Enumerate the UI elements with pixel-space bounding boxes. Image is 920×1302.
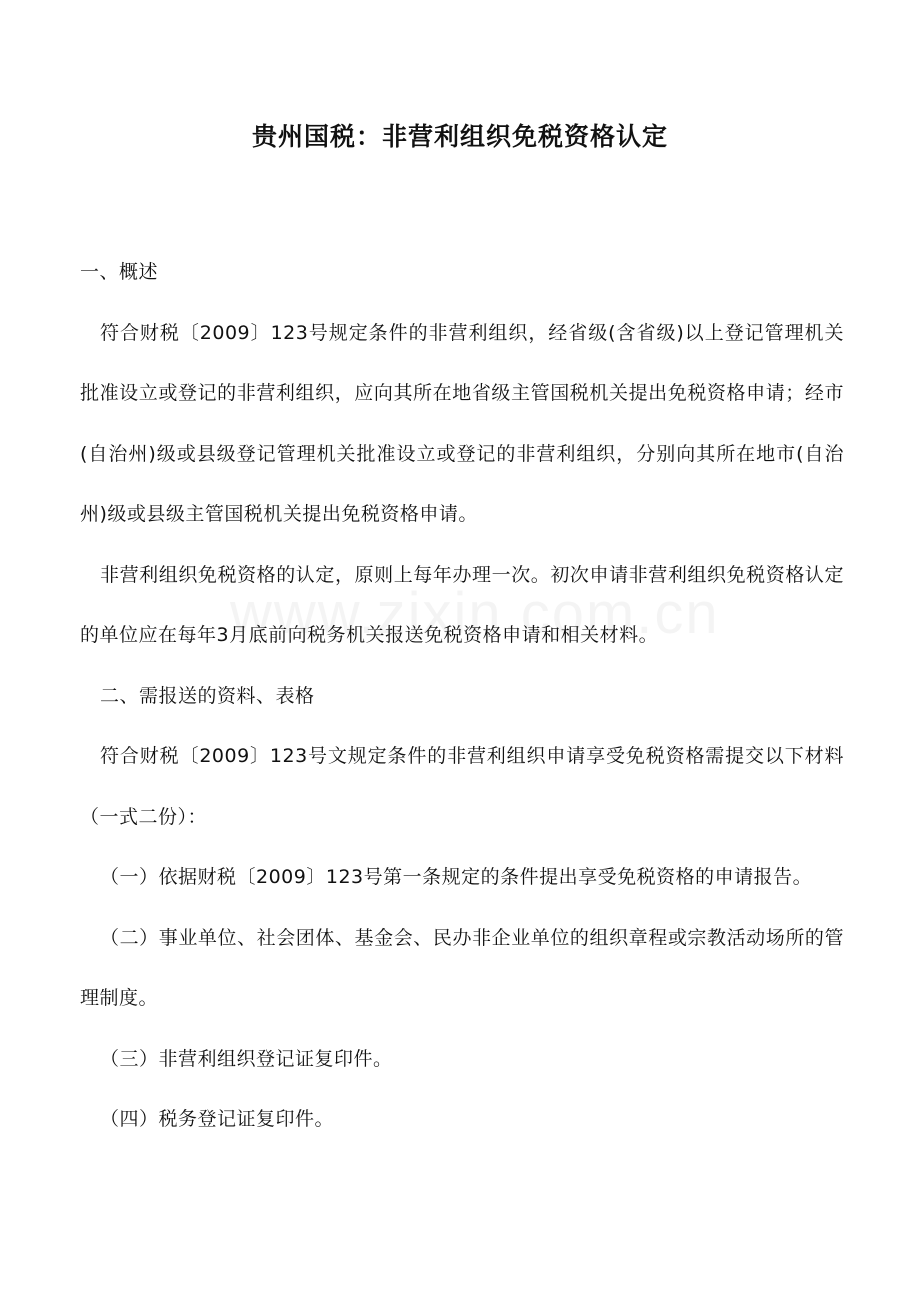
section-heading-overview: 一、概述 <box>80 261 159 283</box>
paragraph-materials-intro: 符合财税〔2009〕123号文规定条件的非营利组织申请享受免税资格需提交以下材料（一式二份）： <box>80 745 844 828</box>
paragraph-application-authority: 符合财税〔2009〕123号规定条件的非营利组织，经省级(含省级)以上登记管理机关批准设立或登记的非营利组织，应向其所在地省级主管国税机关提出免税资格申请；经市(自治州)级或县级登记管理机关批准设立或登记的非营利组织，分别向其所在地市(自治州)级或县级主管国税机关提出免税资格申请。 <box>80 321 844 525</box>
list-item-application-report: （一）依据财税〔2009〕123号第一条规定的条件提出享受免税资格的申请报告。 <box>100 866 813 888</box>
list-item-tax-registration: （四）税务登记证复印件。 <box>100 1108 335 1130</box>
document-body <box>80 242 844 1150</box>
paragraph-annual-recognition: 非营利组织免税资格的认定，原则上每年办理一次。初次申请非营利组织免税资格认定的单位应在每年3月底前向税务机关报送免税资格申请和相关材料。 <box>80 563 844 646</box>
document-title: 贵州国税：非营利组织免税资格认定 <box>251 122 668 151</box>
section-heading-materials: 二、需报送的资料、表格 <box>100 684 315 707</box>
list-item-articles-of-association: （二）事业单位、社会团体、基金会、民办非企业单位的组织章程或宗教活动场所的管理制度。 <box>80 926 844 1009</box>
list-item-registration-certificate: （三）非营利组织登记证复印件。 <box>100 1047 393 1070</box>
